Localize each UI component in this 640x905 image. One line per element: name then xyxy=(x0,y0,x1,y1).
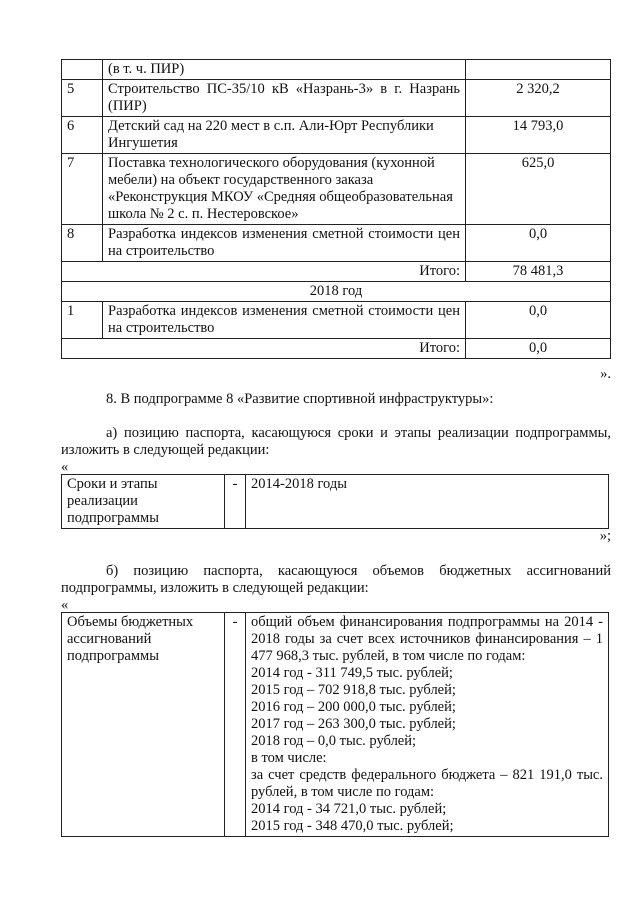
year-line: 2018 год – 0,0 тыс. рублей; xyxy=(251,733,417,749)
total-row xyxy=(62,262,611,282)
table-row xyxy=(62,613,609,837)
row-number xyxy=(62,60,103,80)
table-row xyxy=(62,302,611,339)
table-row xyxy=(62,60,611,80)
row-name: Строительство ПС-35/10 кВ «Назрань-3» в г. Назрань (ПИР) xyxy=(103,80,466,117)
dash-cell: - xyxy=(225,475,246,529)
field-value: 2014-2018 годы xyxy=(246,475,609,529)
year-line: 2015 год – 702 918,8 тыс. рублей; xyxy=(251,682,456,698)
opening-quote: « xyxy=(61,459,69,475)
row-number: 1 xyxy=(62,302,103,339)
federal-funding: за счет средств федерального бюджета – 821 191,0 тыс. рублей, в том числе по годам: xyxy=(251,767,603,800)
table-row xyxy=(62,225,611,262)
paragraph-a: а) позицию паспорта, касающуюся сроки и этапы реализации подпрограммы, изложить в следующей редакции: xyxy=(61,425,611,458)
total-label: Итого: xyxy=(62,262,466,282)
row-number: 5 xyxy=(62,80,103,117)
row-value: 625,0 xyxy=(466,154,611,225)
total-value: 78 481,3 xyxy=(466,262,611,282)
schedule-table xyxy=(61,474,609,529)
table-row xyxy=(62,117,611,154)
year-header-row xyxy=(62,282,611,302)
row-value xyxy=(466,60,611,80)
budget-table xyxy=(61,59,611,359)
funding-table xyxy=(61,612,609,837)
paragraph-b: б) позицию паспорта, касающуюся объемов бюджетных ассигнований подпрограммы, изложить в следующей редакции: xyxy=(61,563,611,596)
row-name: Разработка индексов изменения сметной стоимости цен на строительство xyxy=(103,302,466,339)
total-row xyxy=(62,339,611,359)
year-line: 2014 год - 311 749,5 тыс. рублей; xyxy=(251,665,453,681)
closing-quote: ». xyxy=(600,366,611,382)
funding-intro: общий объем финансирования подпрограммы на 2014 - 2018 годы за счет всех источников финансирования – 1 477 968,3 тыс. рублей, в том числе по годам: xyxy=(251,614,603,664)
year-line: 2015 год - 348 470,0 тыс. рублей; xyxy=(251,818,454,834)
opening-quote: « xyxy=(61,597,69,613)
row-name: Детский сад на 220 мест в с.п. Али-Юрт Республики Ингушетия xyxy=(103,117,466,154)
row-number: 6 xyxy=(62,117,103,154)
total-value: 0,0 xyxy=(466,339,611,359)
year-line: 2014 год - 34 721,0 тыс. рублей; xyxy=(251,801,447,817)
total-label: Итого: xyxy=(62,339,466,359)
field-label: Объемы бюджетных ассигнований подпрограммы xyxy=(62,613,225,837)
dash-cell: - xyxy=(225,613,246,837)
row-name: Поставка технологического оборудования (кухонной мебели) на объект государственного заказа «Реконструкция МКОУ «Средняя общеобразовательная школа № 2 с. п. Нестеровское» xyxy=(103,154,466,225)
year-header: 2018 год xyxy=(62,282,611,302)
year-line: 2016 год – 200 000,0 тыс. рублей; xyxy=(251,699,456,715)
row-number: 7 xyxy=(62,154,103,225)
table-row xyxy=(62,475,609,529)
paragraph-8: 8. В подпрограмме 8 «Развитие спортивной инфраструктуры»: xyxy=(106,391,494,407)
table-row xyxy=(62,80,611,117)
including-label: в том числе: xyxy=(251,750,327,766)
row-number: 8 xyxy=(62,225,103,262)
row-value: 0,0 xyxy=(466,302,611,339)
funding-details xyxy=(246,613,609,837)
table-row xyxy=(62,154,611,225)
closing-quote: »; xyxy=(599,528,611,544)
year-line: 2017 год – 263 300,0 тыс. рублей; xyxy=(251,716,456,732)
row-name: (в т. ч. ПИР) xyxy=(103,60,466,80)
field-label: Сроки и этапы реализации подпрограммы xyxy=(62,475,225,529)
row-value: 2 320,2 xyxy=(466,80,611,117)
row-name: Разработка индексов изменения сметной стоимости цен на строительство xyxy=(103,225,466,262)
row-value: 0,0 xyxy=(466,225,611,262)
row-value: 14 793,0 xyxy=(466,117,611,154)
